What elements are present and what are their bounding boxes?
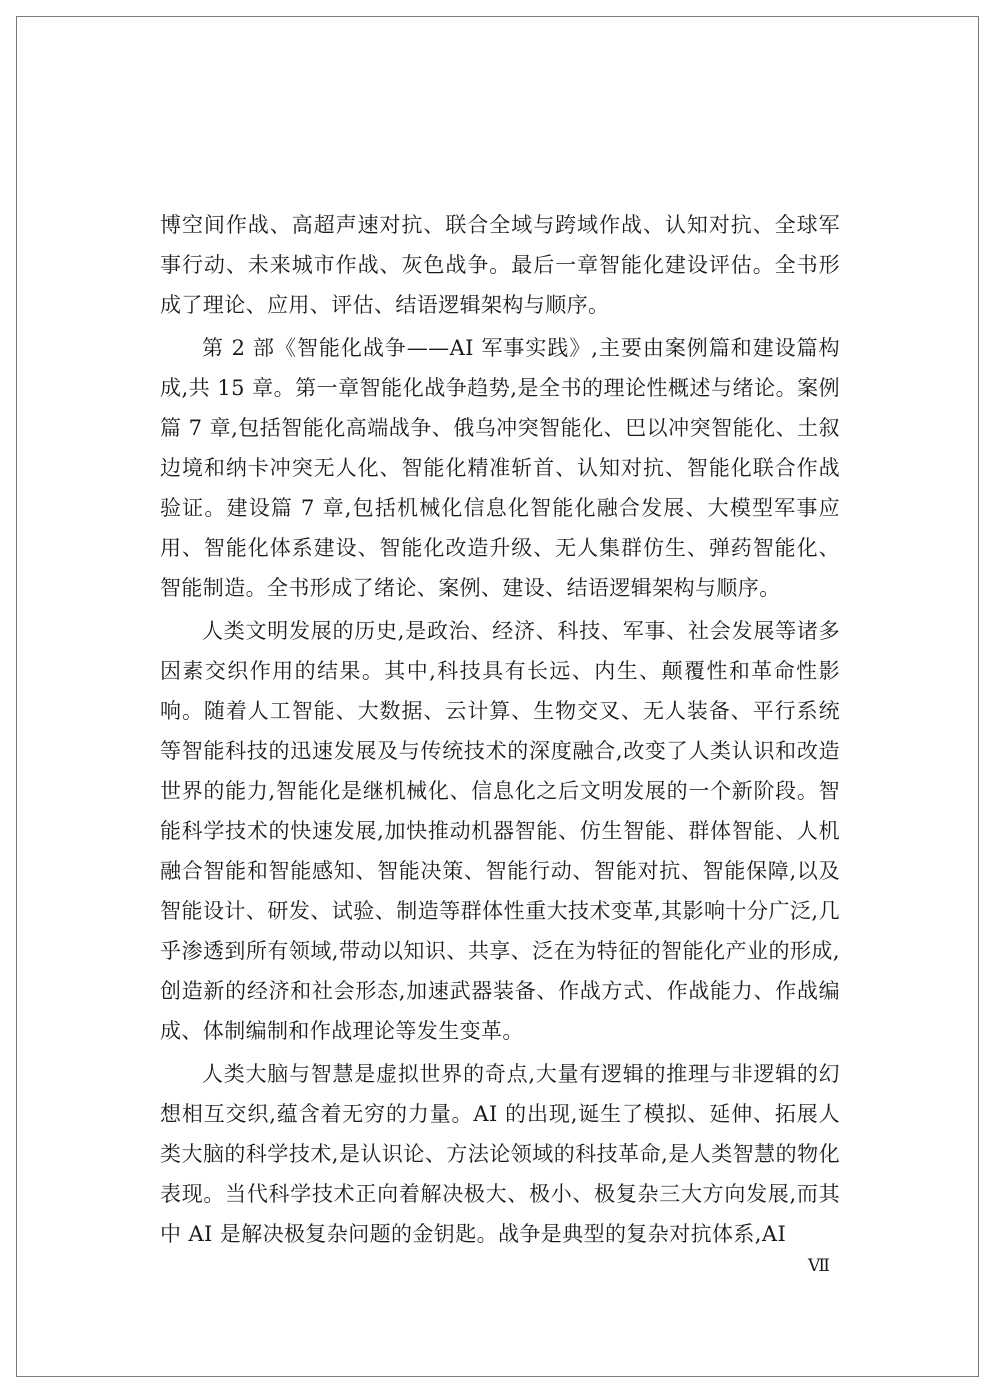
page-number: Ⅶ [808,1256,829,1275]
paragraph-civilization-history: 人类文明发展的历史,是政治、经济、科技、军事、社会发展等诸多因素交织作用的结果。其中,科技具有长远、内生、颠覆性和革命性影响。随着人工智能、大数据、云计算、生物交叉、无人装备、平行系统等智能科技的迅速发展及与传统技术的深度融合,改变了人类认识和改造世界的能力,智能化是继机械化、信息化之后文明发展的一个新阶段。智能科学技术的快速发展,加快推动机器智能、仿生智能、群体智能、人机融合智能和智能感知、智能决策、智能行动、智能对抗、智能保障,以及智能设计、研发、试验、制造等群体性重大技术变革,其影响十分广泛,几乎渗透到所有领域,带动以知识、共享、泛在为特征的智能化产业的形成,创造新的经济和社会形态,加速武器装备、作战方式、作战能力、作战编成、体制编制和作战理论等发生变革。 [160,619,840,1043]
body-text [160,205,840,1254]
paragraph-human-brain-ai: 人类大脑与智慧是虚拟世界的奇点,大量有逻辑的推理与非逻辑的幻想相互交织,蕴含着无穷的力量。AI 的出现,诞生了模拟、延伸、拓展人类大脑的科学技术,是认识论、方法论领域的科技革命,是人类智慧的物化表现。当代科学技术正向着解决极大、极小、极复杂三大方向发展,而其中 AI 是解决极复杂问题的金钥匙。战争是典型的复杂对抗体系,AI [160,1062,840,1246]
paragraph-book-two-overview: 第 2 部《智能化战争——AI 军事实践》,主要由案例篇和建设篇构成,共 15 章。第一章智能化战争趋势,是全书的理论性概述与绪论。案例篇 7 章,包括智能化高端战争、俄乌冲突智能化、巴以冲突智能化、土叙边境和纳卡冲突无人化、智能化精准斩首、认知对抗、智能化联合作战验证。建设篇 7 章,包括机械化信息化智能化融合发展、大模型军事应用、智能化体系建设、智能化改造升级、无人集群仿生、弹药智能化、智能制造。全书形成了绪论、案例、建设、结语逻辑架构与顺序。 [160,336,840,600]
paragraph-continued: 博空间作战、高超声速对抗、联合全域与跨域作战、认知对抗、全球军事行动、未来城市作战、灰色战争。最后一章智能化建设评估。全书形成了理论、应用、评估、结语逻辑架构与顺序。 [160,213,840,317]
